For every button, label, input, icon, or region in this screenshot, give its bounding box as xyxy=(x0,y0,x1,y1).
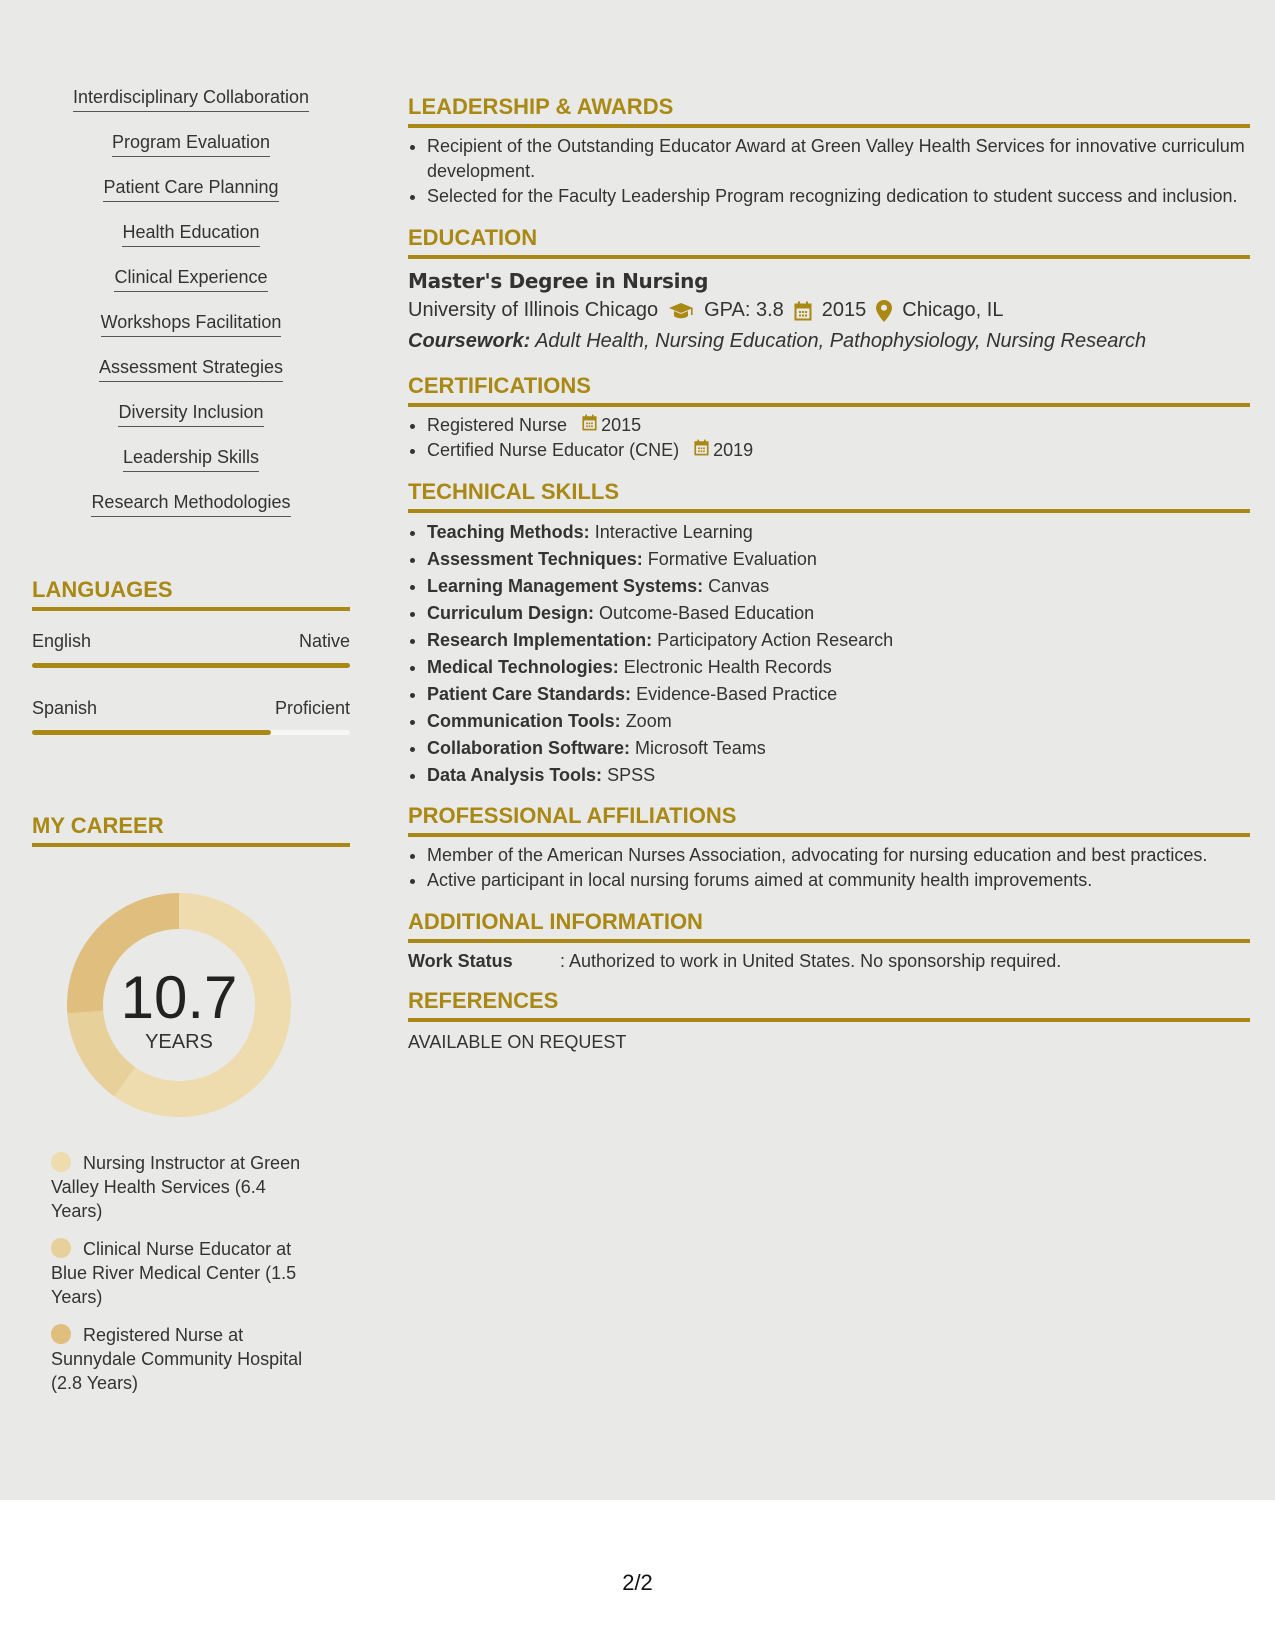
skill-value: Formative Evaluation xyxy=(647,549,817,569)
references-text: AVAILABLE ON REQUEST xyxy=(408,1032,627,1052)
list-item: • Active participant in local nursing forums aimed at community health improvements. xyxy=(427,868,1250,893)
education-section xyxy=(408,225,1250,353)
skill-label: Curriculum Design: xyxy=(427,603,595,623)
language-row xyxy=(32,631,350,668)
language-bar xyxy=(32,730,350,735)
education-details xyxy=(408,299,1250,322)
skill-label: Learning Management Systems: xyxy=(427,576,704,596)
skill-item xyxy=(32,176,350,221)
career-section xyxy=(32,813,350,1395)
skill-label: Patient Care Standards: xyxy=(427,684,632,704)
skill-label: Research Implementation: xyxy=(427,630,653,650)
calendar-icon xyxy=(582,413,601,438)
leadership-list xyxy=(408,134,1250,209)
language-bar-fill xyxy=(32,730,271,735)
leadership-heading: LEADERSHIP & AWARDS xyxy=(408,94,1250,128)
list-item xyxy=(427,735,1250,762)
legend-label: Registered Nurse at Sunnydale Community Hospital (2.8 Years) xyxy=(51,1325,303,1393)
legend-dot xyxy=(51,1152,71,1172)
degree-title: Master's Degree in Nursing xyxy=(408,269,709,293)
cert-year: 2015 xyxy=(601,415,642,435)
list-item xyxy=(427,654,1250,681)
skill-tag: Diversity Inclusion xyxy=(118,401,263,427)
affiliations-heading: PROFESSIONAL AFFILIATIONS xyxy=(408,803,1250,837)
technical-skills-list xyxy=(408,519,1250,789)
coursework xyxy=(408,330,1250,353)
technical-skills-section xyxy=(408,479,1250,789)
list-item: • Member of the American Nurses Association, advocating for nursing education and best practices. xyxy=(427,843,1250,868)
cert-name: Certified Nurse Educator (CNE) xyxy=(427,440,680,460)
list-item xyxy=(427,573,1250,600)
certifications-section xyxy=(408,373,1250,463)
skill-value: Electronic Health Records xyxy=(623,657,832,677)
skill-item xyxy=(32,221,350,266)
skill-tag: Interdisciplinary Collaboration xyxy=(73,86,309,112)
right-column xyxy=(408,94,1250,1053)
language-name: English xyxy=(32,631,92,651)
language-name: Spanish xyxy=(32,698,98,718)
skill-item xyxy=(32,311,350,356)
list-item xyxy=(427,438,1250,463)
skill-tag: Patient Care Planning xyxy=(103,176,278,202)
skill-tag: Health Education xyxy=(122,221,259,247)
languages-section xyxy=(32,577,350,735)
skill-tag: Clinical Experience xyxy=(114,266,267,292)
skill-item xyxy=(32,446,350,491)
calendar-icon xyxy=(794,301,812,321)
page-number: 2/2 xyxy=(622,1570,653,1595)
skill-label: Assessment Techniques: xyxy=(427,549,643,569)
list-item xyxy=(427,627,1250,654)
skill-value: Interactive Learning xyxy=(594,522,753,542)
skill-value: Evidence-Based Practice xyxy=(636,684,838,704)
career-total: 10.7 xyxy=(120,964,238,1031)
coursework-list: Adult Health, Nursing Education, Pathophysiology, Nursing Research xyxy=(535,330,1147,352)
career-legend xyxy=(51,1151,321,1395)
education-heading: EDUCATION xyxy=(408,225,1250,259)
list-item xyxy=(427,519,1250,546)
legend-item xyxy=(51,1237,321,1309)
skill-value: SPSS xyxy=(607,765,656,785)
certifications-heading: CERTIFICATIONS xyxy=(408,373,1250,407)
language-bar-fill xyxy=(32,663,350,668)
language-row xyxy=(32,698,350,735)
technical-skills-heading: TECHNICAL SKILLS xyxy=(408,479,1250,513)
career-unit: YEARS xyxy=(145,1031,213,1053)
leadership-section xyxy=(408,94,1250,209)
skill-value: Participatory Action Research xyxy=(657,630,894,650)
left-column xyxy=(32,86,350,1409)
skill-label: Communication Tools: xyxy=(427,711,621,731)
career-donut-chart xyxy=(67,893,291,1117)
list-item xyxy=(427,600,1250,627)
skill-item xyxy=(32,356,350,401)
work-status-value: : Authorized to work in United States. No sponsorship required. xyxy=(560,951,1062,971)
list-item xyxy=(427,681,1250,708)
list-item: • Selected for the Faculty Leadership Program recognizing dedication to student success and inclusion. xyxy=(427,184,1250,209)
legend-item xyxy=(51,1151,321,1223)
skill-item xyxy=(32,401,350,446)
work-status-label: Work Status xyxy=(408,951,513,971)
legend-label: Clinical Nurse Educator at Blue River Medical Center (1.5 Years) xyxy=(51,1239,297,1307)
additional-info-section xyxy=(408,909,1250,972)
skill-value: Microsoft Teams xyxy=(635,738,766,758)
affiliations-section xyxy=(408,803,1250,893)
coursework-label: Coursework: xyxy=(408,330,531,352)
language-level: Native xyxy=(298,631,350,651)
cert-year: 2019 xyxy=(713,440,754,460)
list-item xyxy=(427,546,1250,573)
languages-heading: LANGUAGES xyxy=(32,577,350,611)
work-status-row xyxy=(408,951,1250,972)
skill-tag: Assessment Strategies xyxy=(99,356,283,382)
school-name: University of Illinois Chicago xyxy=(408,299,659,321)
legend-dot xyxy=(51,1324,71,1344)
skill-value: Canvas xyxy=(708,576,770,596)
list-item xyxy=(427,762,1250,789)
skill-value: Outcome-Based Education xyxy=(599,603,815,623)
skill-label: Collaboration Software: xyxy=(427,738,631,758)
skill-label: Data Analysis Tools: xyxy=(427,765,603,785)
legend-label: Nursing Instructor at Green Valley Health Services (6.4 Years) xyxy=(51,1153,301,1221)
school-location: Chicago, IL xyxy=(902,299,1004,321)
skill-label: Teaching Methods: xyxy=(427,522,590,542)
graduation-year: 2015 xyxy=(821,299,867,321)
language-level: Proficient xyxy=(274,698,350,718)
list-item: • Recipient of the Outstanding Educator Award at Green Valley Health Services for innovative curriculum development. xyxy=(427,134,1250,184)
legend-dot xyxy=(51,1238,71,1258)
skill-item xyxy=(32,491,350,536)
certifications-list xyxy=(408,413,1250,463)
skill-tag: Leadership Skills xyxy=(123,446,259,472)
skills-list xyxy=(32,86,350,536)
skill-item xyxy=(32,86,350,131)
skill-item xyxy=(32,266,350,311)
skill-tag: Workshops Facilitation xyxy=(101,311,282,337)
location-pin-icon xyxy=(876,300,892,322)
list-item xyxy=(427,708,1250,735)
references-heading: REFERENCES xyxy=(408,988,1250,1022)
legend-item xyxy=(51,1323,321,1395)
cert-name: Registered Nurse xyxy=(427,415,568,435)
additional-info-heading: ADDITIONAL INFORMATION xyxy=(408,909,1250,943)
skill-item xyxy=(32,131,350,176)
affiliations-list xyxy=(408,843,1250,893)
list-item xyxy=(427,413,1250,438)
career-heading: MY CAREER xyxy=(32,813,350,847)
calendar-icon xyxy=(694,438,713,463)
skill-label: Medical Technologies: xyxy=(427,657,619,677)
references-section xyxy=(408,988,1250,1053)
language-bar xyxy=(32,663,350,668)
graduation-cap-icon xyxy=(668,301,694,321)
skill-value: Zoom xyxy=(625,711,672,731)
skill-tag: Research Methodologies xyxy=(91,491,290,517)
gpa: GPA: 3.8 xyxy=(704,299,784,321)
skill-tag: Program Evaluation xyxy=(112,131,270,157)
